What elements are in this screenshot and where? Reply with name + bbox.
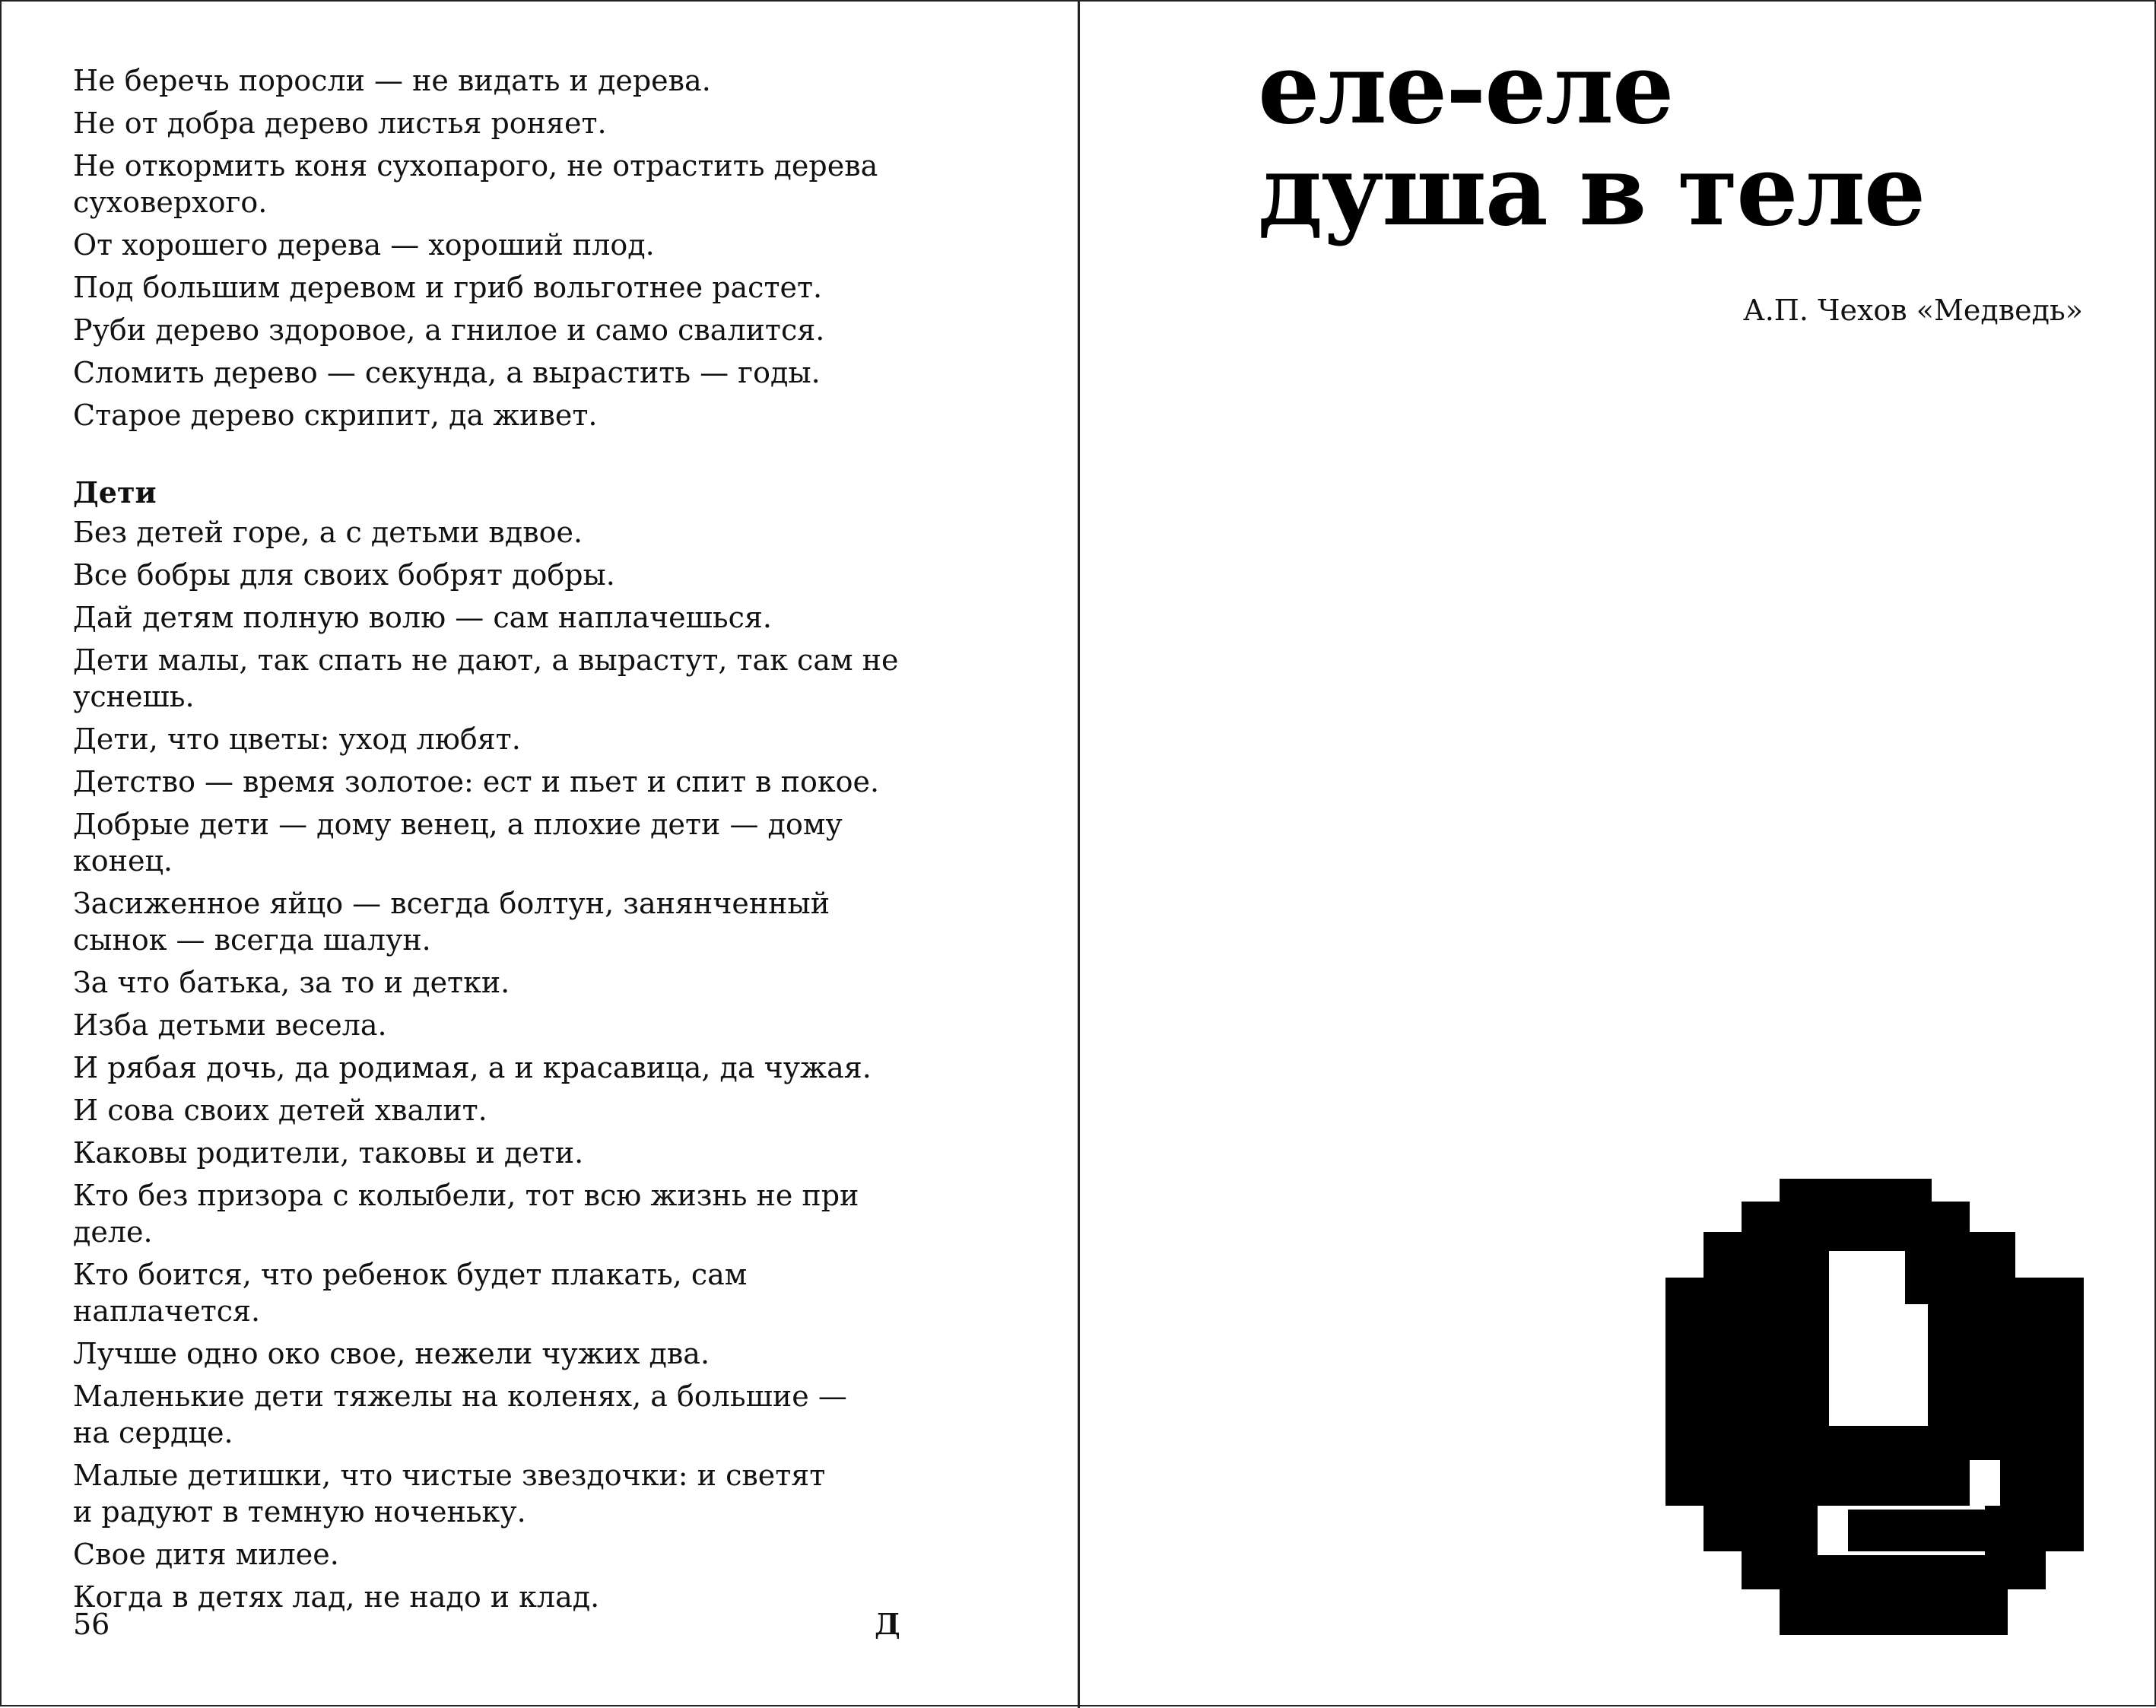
proverb-line: Не беречь поросли — не видать и дерева. [73,64,711,97]
proverb-line: Когда в детях лад, не надо и клад. [73,1580,600,1614]
proverb-line: От хорошего дерева — хороший плод. [73,228,655,262]
quote-attribution: А.П. Чехов «Медведь» [1742,294,2083,327]
pixel-letter-e-icon [1665,1179,2084,1635]
proverb-line: Не откормить коня сухопарого, не отрастить дерева суховерхого. [73,149,878,219]
proverb-line: Все бобры для своих бобрят добры. [73,558,615,592]
page-fold-divider [1078,2,1080,1708]
proverb-line: Добрые дети — дому венец, а плохие дети — дому конец. [73,808,843,878]
proverb-line: Дай детям полную волю — сам наплачешься. [73,601,772,634]
proverb-line: Руби дерево здоровое, а гнилое и само свалится. [73,313,825,347]
proverb-line: Под большим деревом и гриб вольготнее растет. [73,271,823,304]
proverb-line: И рябая дочь, да родимая, а и красавица, да чужая. [73,1051,872,1084]
proverb-line: Кто без призора с колыбели, тот всю жизнь не при деле. [73,1179,859,1249]
proverb-line: И сова своих детей хвалит. [73,1094,487,1127]
proverb-line: Старое дерево скрипит, да живет. [73,398,598,432]
left-page [73,62,925,1621]
proverb-line: Засиженное яйцо — всегда болтун, занянченный сынок — всегда шалун. [73,887,830,957]
proverb-line: Кто боится, что ребенок будет плакать, сам наплачется. [73,1258,748,1328]
proverb-line: За что батька, за то и детки. [73,966,510,999]
section-letter: Д [875,1607,900,1641]
proverb-line: Детство — время золотое: ест и пьет и спит в покое. [73,765,880,798]
proverb-line: Дети, что цветы: уход любят. [73,722,521,756]
chapter-title: еле-еле душа в теле [1258,32,1925,248]
proverb-line: Изба детьми весела. [73,1008,387,1042]
proverb-line: Без детей горе, а с детьми вдвое. [73,516,583,549]
page-number: 56 [73,1608,110,1641]
proverb-line: Свое дитя милее. [73,1538,339,1571]
proverb-line: Каковы родители, таковы и дети. [73,1136,584,1170]
proverb-line: Лучше одно око свое, нежели чужих два. [73,1337,710,1370]
proverb-line: Дети малы, так спать не дают, а вырастут, так сам не уснешь. [73,643,899,713]
section-heading-deti: Дети [73,475,157,510]
proverb-line: Сломить дерево — секунда, а вырастить — годы. [73,356,821,389]
proverb-line: Малые детишки, что чистые звездочки: и светят и радуют в темную ноченьку. [73,1459,826,1529]
proverb-line: Не от добра дерево листья роняет. [73,106,607,140]
proverb-line: Маленькие дети тяжелы на коленях, а большие — на сердце. [73,1379,847,1449]
